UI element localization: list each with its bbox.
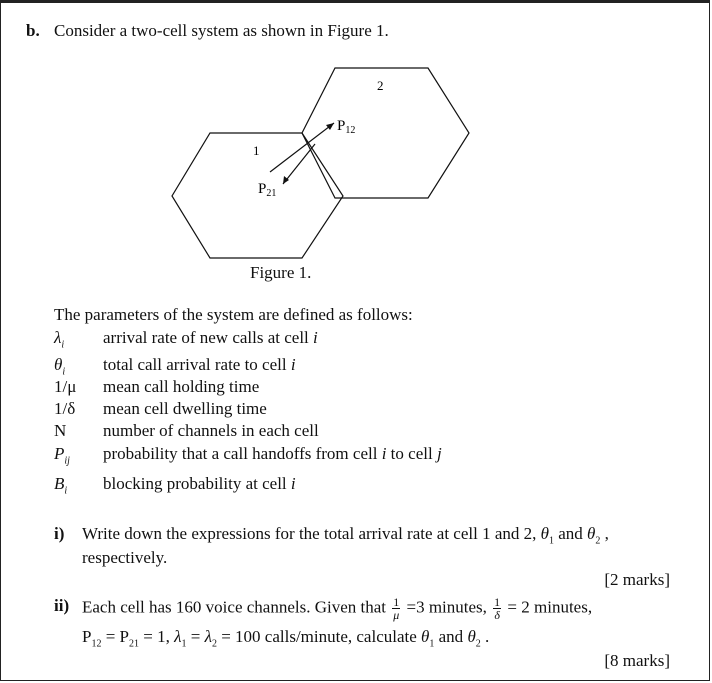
question-text: Consider a two-cell system as shown in Figure 1.: [54, 21, 389, 40]
param-desc: probability that a call handoffs from cell i to cell j: [103, 444, 442, 463]
param-desc: number of channels in each cell: [103, 421, 319, 440]
param-desc: mean call holding time: [103, 377, 260, 396]
param-symbol: $B_i$: [54, 474, 68, 497]
part-ii-text-cont: $P_{12} = P_{21} = 1$, $\lambda_1 = \lambda_2 = 100$ calls/minute, calculate $\theta_1$ and $\theta_2$ .: [82, 627, 490, 650]
part-i-text: Write down the expressions for the total arrival rate at cell 1 and 2, $\theta_1$ and $\theta_2$ ,: [82, 524, 609, 547]
param-symbol: $P_{ij}$: [54, 444, 70, 467]
part-i-label: i): [54, 524, 65, 543]
param-desc: blocking probability at cell i: [103, 474, 296, 493]
param-symbol: 1/δ: [54, 399, 76, 418]
part-ii-text: Each cell has 160 voice channels. Given that $\frac{1}{\mu}$ =3 minutes, $\frac{1}{\delta}$ = 2 minutes,: [82, 595, 593, 622]
part-ii-label: ii): [54, 596, 70, 615]
parameters-intro: The parameters of the system are defined as follows:: [54, 305, 413, 324]
question-label: b.: [26, 21, 40, 40]
param-symbol: $\theta_i$: [54, 355, 66, 378]
arrow-p12: [270, 123, 334, 172]
param-desc: total call arrival rate to cell i: [103, 355, 296, 374]
part-i-text-cont: respectively.: [82, 548, 168, 567]
figure-caption: Figure 1.: [250, 263, 312, 282]
two-cell-figure: [160, 60, 480, 260]
fraction-one-over-delta: $\frac{1}{\delta}$: [494, 595, 501, 622]
cell-2-label: 2: [377, 78, 384, 93]
cell-1-label: 1: [253, 143, 260, 158]
fraction-one-over-mu: $\frac{1}{\mu}$: [393, 595, 400, 622]
part-i-marks: [2 marks]: [604, 570, 670, 589]
part-ii-marks: [8 marks]: [604, 651, 670, 670]
param-desc: mean cell dwelling time: [103, 399, 267, 418]
param-desc: arrival rate of new calls at cell i: [103, 328, 318, 347]
param-symbol: $\lambda_i$: [54, 328, 65, 351]
param-symbol: 1/μ: [54, 377, 77, 396]
cell-2-hexagon: [302, 68, 469, 198]
param-symbol: N: [54, 421, 67, 440]
p12-label: $P_{12}$: [337, 118, 356, 136]
p21-label: $P_{21}$: [258, 181, 277, 199]
